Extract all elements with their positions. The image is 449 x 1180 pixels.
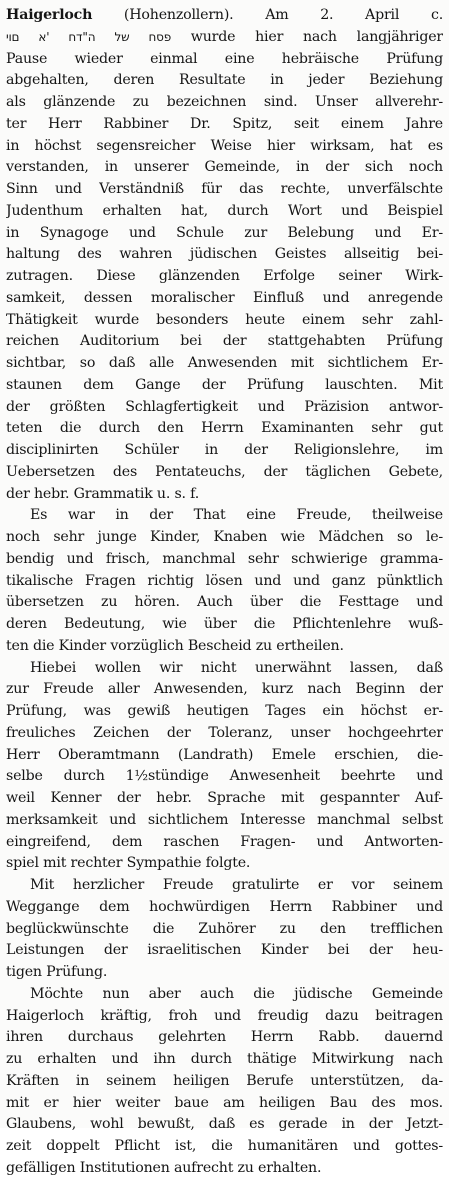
article-line-39: eingreifend, dem raschen Fragen- und Antworten- [6, 833, 443, 850]
article-line-text: wurde hier nach langjähriger [190, 28, 443, 45]
article-line-33: Prüfung, was gewiß heutigen Tages ein höchst er- [6, 703, 443, 719]
article-line-6: ter Herr Rabbiner Dr. Spitz, seit einem Jahre [6, 115, 443, 132]
article-line-22: Uebersetzen des Pentateuchs, der täglichen Gebete, [6, 463, 443, 480]
article-line-13: zutragen. Diese glänzenden Erfolge seiner Wirk- [6, 268, 443, 284]
article-line-28: übersetzen zu hören. Auch über die Festtage und [6, 594, 443, 611]
article-line-31: Hiebei wollen wir nicht unerwähnt lassen, daß [30, 659, 443, 676]
article-line-35: Herr Oberamtmann (Landrath) Emele erschien, die- [6, 746, 443, 763]
article-line-9: Sinn und Verständniß für das rechte, unverfälschte [6, 181, 443, 197]
article-line-49: zu erhalten und ihn durch thätige Mitwirkung nach [6, 1051, 443, 1067]
article-line-40: spiel mit rechter Sympathie folgte. [6, 855, 251, 872]
article-body [6, 49, 443, 1180]
article-line-17: sichtbar, so daß alle Anwesenden mit sichtlichem Er- [6, 355, 443, 371]
article-line-23: der hebr. Grammatik u. s. f. [6, 485, 200, 502]
article-line-15: Thätigkeit wurde besonders heute einem sehr zahl- [6, 311, 443, 328]
article-line-2 [6, 27, 443, 49]
article-line-43: beglückwünschte die Zuhörer zu den trefflichen [6, 920, 443, 937]
article-line-37: weil Kenner der hebr. Sprache mit gespannter Auf- [6, 790, 443, 806]
article-line-30: ten die Kinder vorzüglich Bescheid zu ertheilen. [6, 637, 344, 654]
article-line-18: staunen dem Gange der Prüfung lauschten. Mit [6, 376, 443, 393]
article-line-45: tigen Prüfung. [6, 964, 108, 980]
article-line-53: zeit doppelt Pflicht ist, die humanitären und gottes- [6, 1138, 443, 1154]
article-line-52: Glaubens, wohl bewußt, daß es gerade in der Jetzt- [6, 1116, 443, 1133]
article-line-7: in höchst segensreicher Weise hier wirksam, hat es [6, 137, 443, 154]
article-line-50: Kräften in seinem heiligen Berufe unterstützen, da- [6, 1072, 443, 1089]
article-line-25: noch sehr junge Kinder, Knaben wie Mädchen so le- [6, 529, 443, 545]
article-line-42: Weggange dem hochwürdigen Herrn Rabbiner und [6, 898, 443, 915]
article-line-48: ihren durchaus gelehrten Herrn Rabb. dauernd [6, 1029, 443, 1046]
hebrew-date: פסח של ה"דח 'א םוי [6, 29, 171, 44]
article-line-16: reichen Auditorium bei der stattgehabten Prüfung [6, 333, 443, 350]
article-line-47: Haigerloch kräftig, froh und freudig dazu beitragen [6, 1007, 443, 1024]
article-line-8: verstanden, in unserer Gemeinde, in der sich noch [6, 159, 443, 176]
article-line-11: in Synagoge und Schule zur Belebung und Er- [6, 224, 443, 241]
article-line-44: Leistungen der israelitischen Kinder bei der heu- [6, 942, 443, 959]
article-heading-rest: (Hohenzollern). Am 2. April c. [92, 7, 443, 23]
article-line-4: abgehalten, deren Resultate in jeder Beziehung [6, 72, 443, 89]
article-line-20: teten die durch den Herrn Examinanten sehr gut [6, 420, 443, 437]
article-line-19: der größten Schlagfertigkeit und Präzision antwor- [6, 398, 443, 415]
article-line-26: bendig und frisch, manchmal sehr schwierige gramma- [6, 550, 443, 567]
article-line-1 [6, 5, 443, 27]
article-line-38: merksamkeit und sichtlichem Interesse manchmal selbst [6, 811, 443, 828]
article-line-14: samkeit, dessen moralischer Einfluß und anregende [6, 289, 443, 306]
article-line-32: zur Freude aller Anwesenden, kurz nach Beginn der [6, 681, 443, 698]
article-line-34: freuliches Zeichen der Toleranz, unser hochgeehrter [6, 724, 443, 741]
article-line-51: mit er hier weiter baue am heiligen Bau des mos. [6, 1094, 443, 1111]
article-line-54: gefälligen Institutionen aufrecht zu erhalten. [6, 1159, 322, 1176]
article-line-41: Mit herzlicher Freude gratulirte er vor seinem [30, 877, 443, 893]
article-heading: Haigerloch [6, 7, 93, 23]
article-line-10: Judenthum erhalten hat, durch Wort und Beispiel [6, 202, 443, 219]
article-line-27: tikalische Fragen richtig lösen und und ganz pünktlich [6, 572, 443, 589]
article-line-24: Es war in der That eine Freude, theilweise [30, 507, 443, 524]
article-line-46: Möchte nun aber auch die jüdische Gemeinde [30, 985, 443, 1002]
article-line-3: Pause wieder einmal eine hebräische Prüfung [6, 50, 443, 67]
article-line-21: disciplinirten Schüler in der Religionslehre, im [6, 442, 443, 458]
article-line-5: als glänzende zu bezeichnen sind. Unser allverehr- [6, 94, 443, 110]
article-line-29: deren Bedeutung, wie über die Pflichtenlehre wuß- [6, 616, 443, 632]
article-line-12: haltung des wahren jüdischen Geistes allseitig bei- [6, 246, 443, 263]
article-line-36: selbe durch 1½stündige Anwesenheit beehrte und [6, 768, 443, 785]
